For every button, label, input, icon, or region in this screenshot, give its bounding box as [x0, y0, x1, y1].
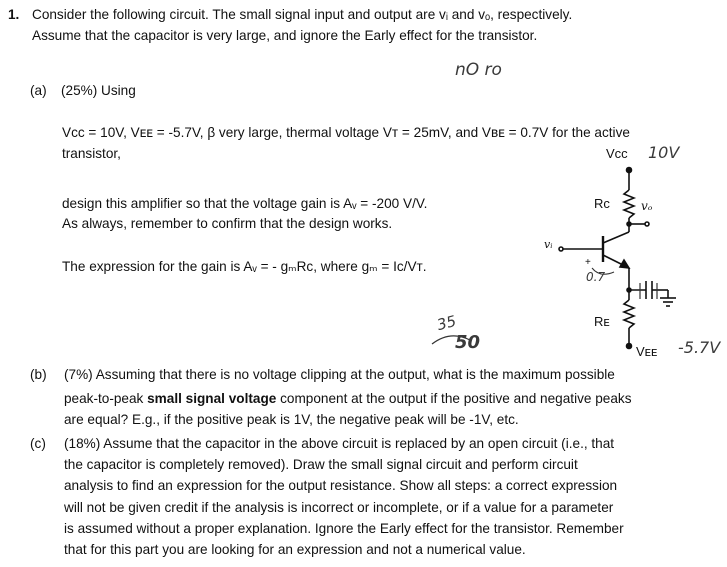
question-intro-line1: Consider the following circuit. The small signal input and output are vᵢ and vₒ, respectively.	[32, 7, 573, 22]
vee-node	[627, 344, 632, 349]
re-resistor	[624, 300, 634, 328]
rc-resistor	[624, 190, 634, 218]
part-c-line1: (18%) Assume that the capacitor in the above circuit is replaced by an open circuit (i.e., that	[64, 436, 615, 451]
transistor-collector	[603, 232, 629, 243]
vcc-label: Vcc	[606, 146, 628, 161]
plus-mark: +	[585, 257, 591, 268]
part-c-line3: analysis to find an expression for the output resistance. Show all steps: a correct expression	[64, 478, 618, 493]
part-a-heading: (25%) Using	[61, 83, 136, 98]
part-c-line5: is assumed without a proper explanation. Ignore the Early effect for the transistor. Remember	[64, 521, 624, 536]
emitter-arrow	[620, 260, 629, 268]
part-b-line3: are equal? E.g., if the positive peak is 1V, the negative peak will be -1V, etc.	[64, 412, 519, 427]
part-a-design-line1: design this amplifier so that the voltage gain is Aᵥ = -200 V/V.	[62, 196, 428, 211]
rc-label: Rc	[594, 196, 610, 211]
part-a-design-line2: As always, remember to confirm that the design works.	[62, 216, 393, 231]
part-b-label: (b)	[30, 367, 47, 382]
part-c-line4: will not be given credit if the analysis is incorrect or incomplete, or if a value for a parameter	[64, 500, 614, 515]
part-b-line2: peak-to-peak small signal voltage component at the output if the positive and negative peaks	[64, 391, 632, 406]
vcc-handwritten-value: 10V	[648, 143, 680, 162]
vee-label: Vᴇᴇ	[636, 344, 658, 359]
vo-terminal	[645, 222, 649, 226]
part-b-line1: (7%) Assuming that there is no voltage clipping at the output, what is the maximum possible	[64, 367, 615, 382]
vi-label: vᵢ	[544, 238, 553, 251]
part-a-label: (a)	[30, 83, 47, 98]
question-number: 1.	[8, 7, 20, 22]
vi-terminal	[559, 247, 563, 251]
score-numerator: 35	[434, 311, 459, 335]
vo-label: vₒ	[641, 199, 653, 213]
re-label: Rᴇ	[594, 314, 610, 329]
vcc-node	[627, 168, 632, 173]
part-a-params-line2: transistor,	[62, 146, 121, 161]
part-c-label: (c)	[30, 436, 46, 451]
score-denominator: 50	[455, 332, 481, 353]
handwritten-note: nO ro	[455, 60, 502, 80]
part-a-gain-expression: The expression for the gain is Aᵥ = - gₘRc, where gₘ = Ic/Vᴛ.	[62, 259, 427, 274]
part-c-line2: the capacitor is completely removed). Draw the small signal circuit and perform circuit	[64, 457, 578, 472]
vbe-handwritten: 0.7	[586, 270, 606, 284]
part-c-line6: that for this part you are looking for an expression and not a numerical value.	[64, 542, 526, 557]
vee-handwritten-value: -5.7V	[678, 338, 721, 357]
part-a-params-line1: Vcc = 10V, Vᴇᴇ = -5.7V, β very large, thermal voltage Vᴛ = 25mV, and Vʙᴇ = 0.7V for the active	[62, 125, 630, 140]
question-intro-line2: Assume that the capacitor is very large, and ignore the Early effect for the transistor.	[32, 28, 538, 43]
